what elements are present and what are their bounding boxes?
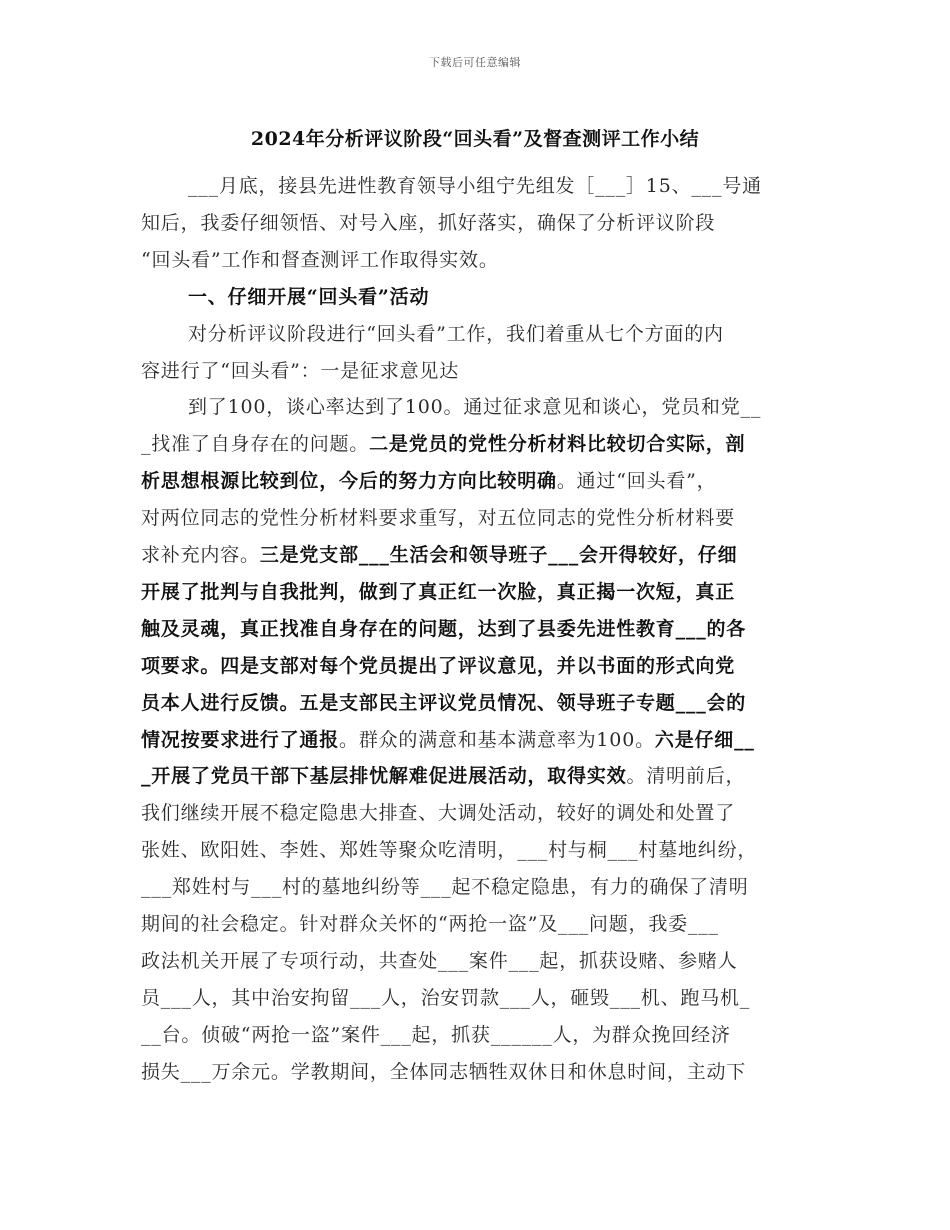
text-line	[141, 798, 816, 828]
text-line	[188, 319, 816, 349]
text-line	[141, 466, 816, 496]
bold-text-segment: 员本人进行反馈。五是支部民主评议党员情况、领导班子专题___会的	[141, 691, 747, 714]
text-line	[141, 725, 816, 755]
bold-text-segment: 开展了批判与自我批判，做到了真正红一次脸，真正揭一次短，真正	[141, 580, 736, 603]
text-segment: _找准了自身存在的问题。	[141, 433, 370, 456]
text-line	[141, 540, 816, 570]
text-line	[141, 872, 816, 902]
text-line	[141, 208, 816, 238]
bold-text-segment: 项要求。四是支部对每个党员提出了评议意见，并以书面的形式向党	[141, 654, 736, 677]
text-segment: 损失___万余元。学教期间，全体同志牺牲双休日和休息时间，主动下	[141, 1060, 747, 1083]
bold-text-segment: 析思想根源比较到位，今后的努力方向比较明确	[141, 470, 557, 493]
header-note: 下载后可任意编辑	[429, 56, 521, 69]
text-segment: ___郑姓村与___村的墓地纠纷等___起不稳定隐患，有力的确保了清明	[141, 876, 749, 899]
text-segment: 到了100，谈心率达到了100。通过征求意见和谈心，党员和党__	[188, 396, 762, 419]
bold-text-segment: 触及灵魂，真正找准自身存在的问题，达到了县委先进性教育___的各	[141, 617, 747, 640]
text-segment: 求补充内容。	[141, 544, 260, 566]
text-line	[141, 651, 816, 681]
bold-text-segment: 三是党支部___生活会和领导班子___会开得较好，仔细	[259, 544, 738, 566]
text-line	[141, 946, 816, 976]
text-line	[141, 1020, 816, 1050]
bold-text-segment: 一、仔细开展“回头看”活动	[188, 285, 430, 308]
text-segment: 员___人，其中治安拘留___人，治安罚款___人，砸毁___机、跑马机_	[141, 986, 751, 1009]
text-segment: 。群众的满意和基本满意率为100。	[339, 728, 655, 751]
bold-text-segment: 六是仔细__	[654, 728, 755, 751]
text-line	[188, 282, 816, 312]
bold-text-segment: 二是党员的党性分析材料比较切合实际，剖	[369, 433, 746, 456]
text-line	[141, 577, 816, 607]
text-segment: 政法机关开展了专项行动，共查处___案件___起，抓获设赌、参赌人	[141, 949, 738, 972]
text-line	[141, 909, 816, 939]
text-line	[141, 614, 816, 644]
text-segment: 知后，我委仔细领悟、对号入座，抓好落实，确保了分析评议阶段	[141, 211, 716, 234]
text-segment: 对分析评议阶段进行“回头看”工作，我们着重从七个方面的内	[188, 322, 724, 345]
text-line	[188, 392, 816, 422]
document-title: 2024年分析评议阶段“回头看”及督查测评工作小结	[250, 128, 700, 150]
text-segment: “回头看”工作和督查测评工作取得实效。	[141, 248, 499, 271]
text-segment: ___月底，接县先进性教育领导小组宁先组发［___］15、___号通	[188, 175, 762, 197]
text-line	[141, 983, 816, 1013]
text-segment: 。清明前后，	[626, 765, 746, 788]
bold-text-segment: _开展了党员干部下基层排忧解难促进展活动，取得实效	[141, 765, 627, 788]
bold-text-segment: 情况按要求进行了通报	[141, 728, 340, 751]
text-segment: 我们继续开展不稳定隐患大排查、大调处活动，较好的调处和处置了	[141, 802, 736, 825]
text-segment: 张姓、欧阳姓、李姓、郑姓等聚众吃清明，___村与桐___村墓地纠纷，	[141, 839, 758, 862]
text-line	[188, 171, 816, 201]
text-segment: 对两位同志的党性分析材料要求重写，对五位同志的党性分析材料要	[141, 507, 736, 530]
text-segment: 。通过“回头看”，	[556, 470, 717, 493]
text-line	[141, 835, 816, 865]
text-segment: 容进行了“回头看”：一是征求意见达	[141, 359, 460, 382]
text-segment: __台。侦破“两抢一盗”案件___起，抓获______人，为群众挽回经济	[141, 1023, 731, 1046]
text-line	[141, 503, 816, 533]
text-line	[141, 688, 816, 718]
text-segment: 期间的社会稳定。针对群众关怀的“两抢一盗”及___问题，我委___	[141, 913, 719, 935]
text-line	[141, 429, 816, 459]
text-line	[141, 356, 816, 386]
text-line	[141, 245, 816, 275]
text-line	[141, 1057, 816, 1087]
text-line	[141, 761, 816, 791]
